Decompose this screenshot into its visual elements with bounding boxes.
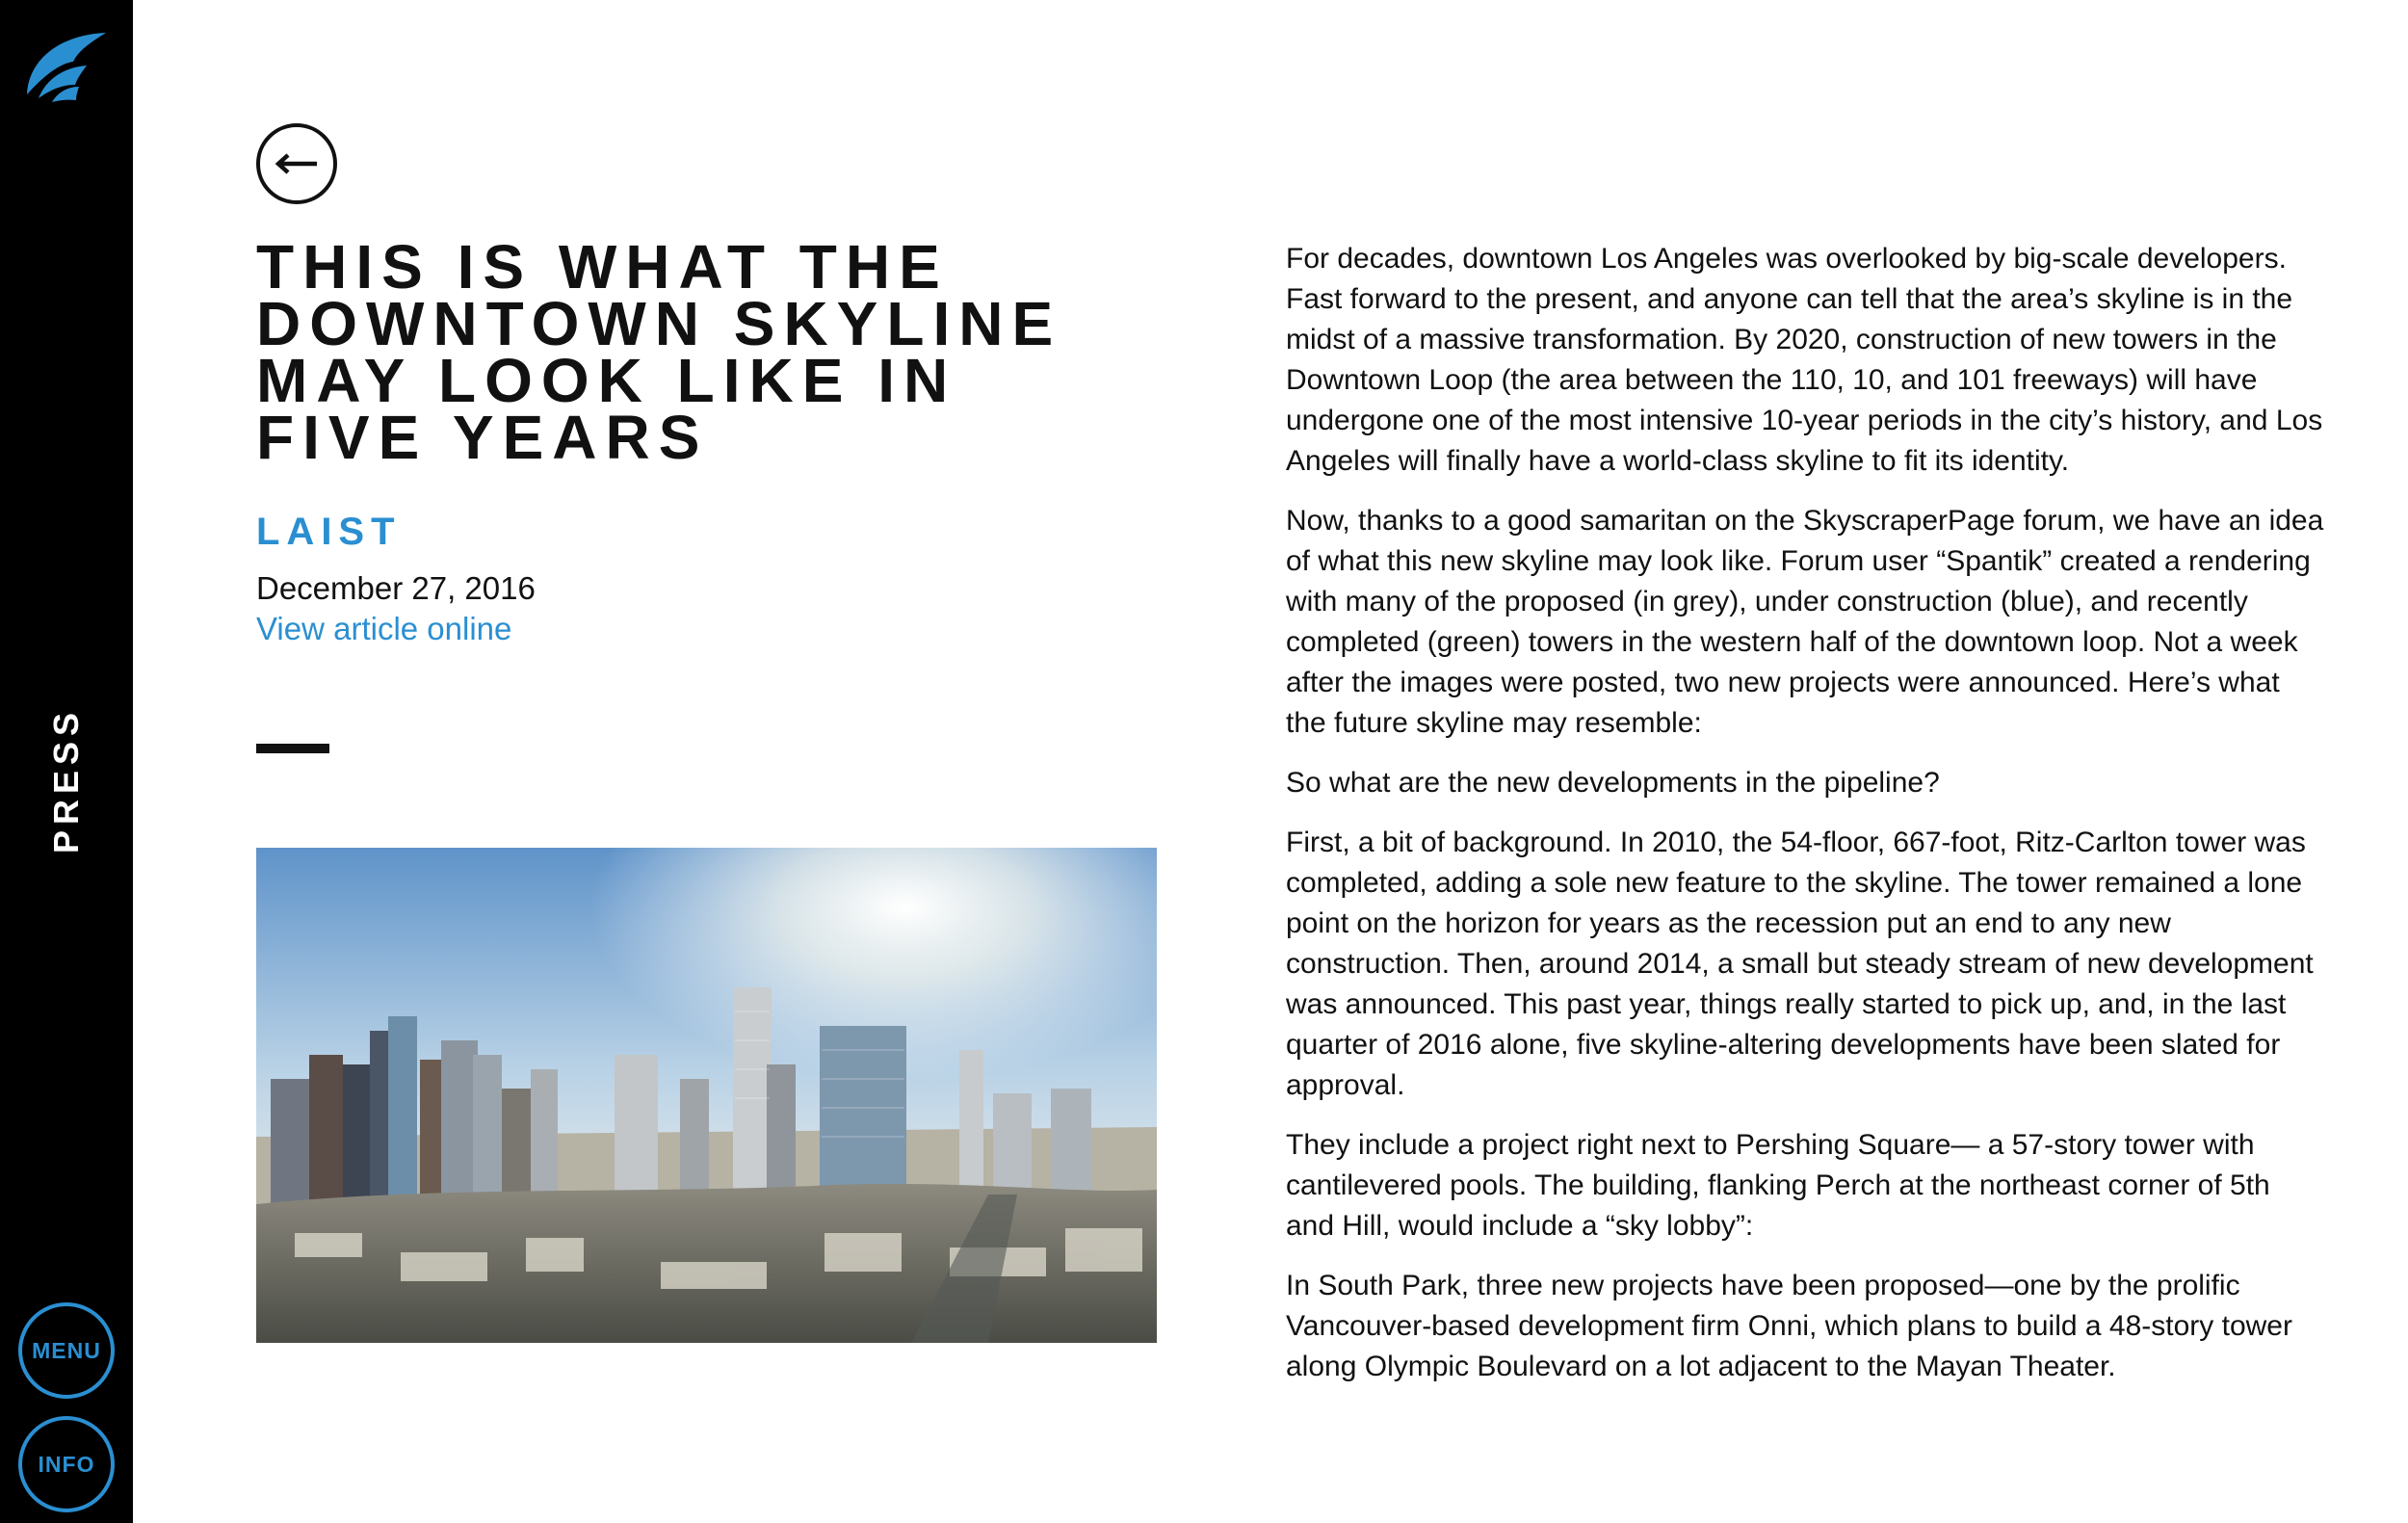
article-body bbox=[1286, 239, 2326, 1406]
menu-button[interactable]: MENU bbox=[18, 1302, 115, 1399]
article-paragraph: Now, thanks to a good samaritan on the SkyscraperPage forum, we have an idea of what this new skyline may look like. Forum user “Spantik” created a rendering with many of the proposed (in grey), under construction (blue), and recently completed (green) towers in the western half of the downtown loop. Not a week after the images were posted, two new projects were announced. Here’s what the future skyline may resemble: bbox=[1286, 505, 2324, 739]
back-button[interactable] bbox=[256, 123, 337, 204]
article-paragraph: First, a bit of background. In 2010, the 54-floor, 667-foot, Ritz-Carlton tower was completed, adding a sole new feature to the skyline. The tower remained a lone point on the horizon for years as the recession put an end to any new construction. Then, around 2014, a small but steady stream of new development was announced. This past year, things really started to pick up, and, in the last quarter of 2016 alone, five skyline-altering developments have been slated for approval. bbox=[1286, 827, 2314, 1101]
info-button[interactable]: INFO bbox=[18, 1416, 115, 1512]
article-paragraph: So what are the new developments in the pipeline? bbox=[1286, 767, 1940, 799]
article-source: LAIST bbox=[256, 511, 402, 553]
sidebar bbox=[0, 0, 133, 1523]
skyline-photo bbox=[256, 848, 1157, 1343]
article-paragraph: In South Park, three new projects have been proposed—one by the prolific Vancouver-based development firm Onni, which plans to build a 48-story tower along Olympic Boulevard on a lot adjacent to the Mayan Theater. bbox=[1286, 1270, 2292, 1382]
brand-logo-icon[interactable] bbox=[23, 29, 110, 108]
view-article-link[interactable]: View article online bbox=[256, 611, 512, 646]
section-label: PRESS bbox=[46, 706, 86, 854]
article-date: December 27, 2016 bbox=[256, 570, 536, 606]
article-paragraph: They include a project right next to Pershing Square— a 57-story tower with cantilevered pools. The building, flanking Perch at the northeast corner of 5th and Hill, would include a “sky lobby”: bbox=[1286, 1129, 2270, 1242]
divider bbox=[256, 744, 329, 753]
arrow-left-icon bbox=[275, 152, 319, 175]
article-title: THIS IS WHAT THE DOWNTOWN SKYLINE MAY LOOK LIKE IN FIVE YEARS bbox=[256, 232, 1062, 472]
article-paragraph: For decades, downtown Los Angeles was overlooked by big-scale developers. Fast forward to the present, and anyone can tell that the area’s skyline is in the midst of a massive transformation. By 2020, construction of new towers in the Downtown Loop (the area between the 110, 10, and 101 freeways) will have undergone one of the most intensive 10-year periods in the city’s history, and Los Angeles will finally have a world-class skyline to fit its identity. bbox=[1286, 243, 2323, 477]
